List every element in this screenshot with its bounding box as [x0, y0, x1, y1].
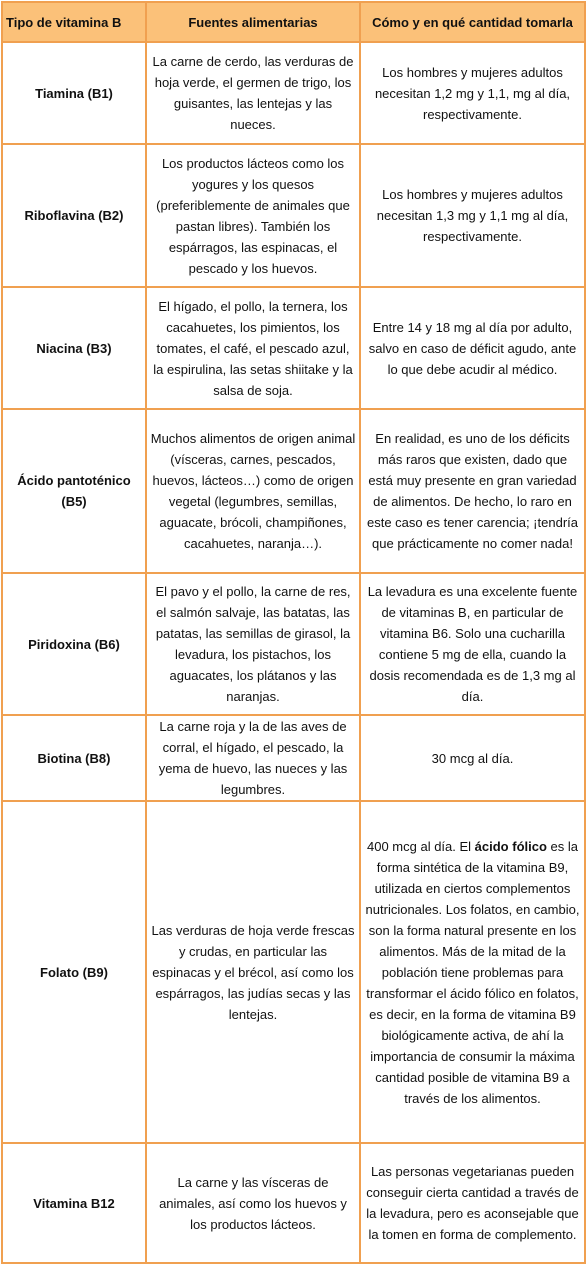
food-sources-cell: Muchos alimentos de origen animal (vísceras, carnes, pescados, huevos, lácteos…) como de origen vegetal (legumbres, semillas, aguacate, brócoli, champiñones, cacahuetes, naranja…).	[146, 409, 360, 573]
amount-cell: Los hombres y mujeres adultos necesitan 1,2 mg y 1,1, mg al día, respectivamente.	[360, 42, 585, 144]
food-sources-cell: El hígado, el pollo, la ternera, los cacahuetes, los pimientos, los tomates, el café, el pescado azul, la espirulina, las setas shiitake y la salsa de soja.	[146, 287, 360, 409]
food-sources-cell: El pavo y el pollo, la carne de res, el salmón salvaje, las batatas, las patatas, las semillas de girasol, la levadura, los pistachos, los aguacates, los plátanos y las naranjas.	[146, 573, 360, 715]
table-row	[2, 409, 585, 573]
vitamin-type-cell: Ácido pantoténico (B5)	[2, 409, 146, 573]
table-row	[2, 715, 585, 801]
food-sources-cell: Las verduras de hoja verde frescas y crudas, en particular las espinacas y el brécol, así como los espárragos, las judías secas y las lentejas.	[146, 801, 360, 1143]
table-row	[2, 287, 585, 409]
amount-cell: 30 mcg al día.	[360, 715, 585, 801]
food-sources-cell: La carne de cerdo, las verduras de hoja verde, el germen de trigo, los guisantes, las lentejas y las nueces.	[146, 42, 360, 144]
table-row	[2, 42, 585, 144]
header-row	[2, 2, 585, 42]
vitamin-type-cell: Niacina (B3)	[2, 287, 146, 409]
food-sources-cell: Los productos lácteos como los yogures y los quesos (preferiblemente de animales que pastan libres). También los espárragos, las espinacas, el pescado y los huevos.	[146, 144, 360, 287]
amount-cell: En realidad, es uno de los déficits más raros que existen, dado que está muy presente en gran variedad de alimentos. De hecho, lo raro en este caso es tener carencia; ¡tendría que prácticamente no comer nada!	[360, 409, 585, 573]
amount-cell: Los hombres y mujeres adultos necesitan 1,3 mg y 1,1 mg al día, respectivamente.	[360, 144, 585, 287]
vitamin-type-cell: Folato (B9)	[2, 801, 146, 1143]
vitamin-type-cell: Tiamina (B1)	[2, 42, 146, 144]
table-row	[2, 573, 585, 715]
vitamin-type-cell: Riboflavina (B2)	[2, 144, 146, 287]
vitamin-type-cell: Piridoxina (B6)	[2, 573, 146, 715]
table-row	[2, 801, 585, 1143]
header-vitamin-type: Tipo de vitamina B	[2, 2, 146, 42]
amount-cell: Las personas vegetarianas pueden conseguir cierta cantidad a través de la levadura, pero es aconsejable que la tomen en forma de complemento.	[360, 1143, 585, 1263]
food-sources-cell: La carne roja y la de las aves de corral, el hígado, el pescado, la yema de huevo, las nueces y las legumbres.	[146, 715, 360, 801]
amount-cell: La levadura es una excelente fuente de vitaminas B, en particular de vitamina B6. Solo una cucharilla contiene 5 mg de ella, cuando la dosis recomendada es de 1,3 mg al día.	[360, 573, 585, 715]
table-row	[2, 144, 585, 287]
vitamin-type-cell: Vitamina B12	[2, 1143, 146, 1263]
header-food-sources: Fuentes alimentarias	[146, 2, 360, 42]
amount-cell	[360, 801, 585, 1143]
folic-acid-term: ácido fólico	[474, 838, 547, 854]
amount-text-end: es la forma sintética de la vitamina B9, utilizada en ciertos complementos nutricionales. Los folatos, en cambio, son la forma natural presente en los alimentos. Más de la mitad de la población tiene problemas para transformar el ácido fólico en folatos, es decir, en la forma de vitamina B9 biológicamente activa, de ahí la importancia de consumir la máxima cantidad posible de vitamina B9 a través de los alimentos.	[365, 838, 580, 1106]
food-sources-cell: La carne y las vísceras de animales, así como los huevos y los productos lácteos.	[146, 1143, 360, 1263]
amount-text-start: 400 mcg al día. El	[367, 838, 475, 854]
table-row	[2, 1143, 585, 1263]
header-amount: Cómo y en qué cantidad tomarla	[360, 2, 585, 42]
vitamin-type-cell: Biotina (B8)	[2, 715, 146, 801]
vitamin-b-table	[1, 1, 586, 1264]
amount-cell: Entre 14 y 18 mg al día por adulto, salvo en caso de déficit agudo, ante lo que debe acudir al médico.	[360, 287, 585, 409]
